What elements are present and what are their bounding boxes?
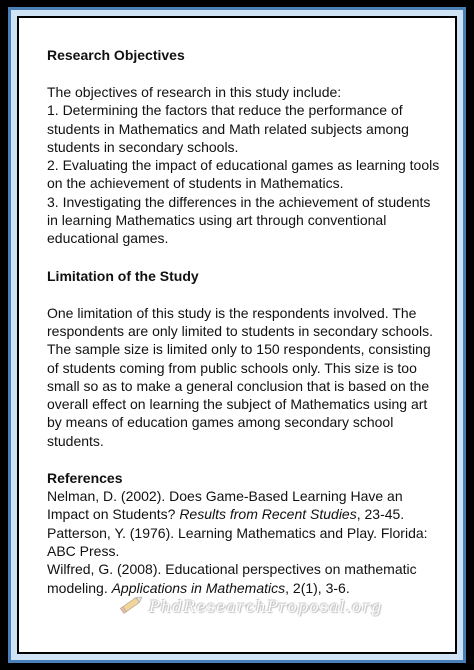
objective-item: 1. Determining the factors that reduce the performance of students in Mathematics and Math related subjects among students in secondary schools.	[47, 102, 409, 155]
watermark-text: PhdResearchProposal.org	[149, 597, 383, 616]
limitation-title: Limitation of the Study	[47, 267, 199, 284]
references-title: References	[47, 470, 123, 487]
limitation-body: One limitation of this study is the respondents involved. The respondents are only limited to students in secondary schools. The sample size is limited only to 150 respondents, consisting of students coming from public schools only. This size is too small so as to make a general conclusion that is based on the overall effect on learning the subject of Mathematics using art by means of education games among secondary school students.	[47, 304, 433, 449]
document-content	[47, 46, 445, 597]
reference-item: Wilfred, G. (2008). Educational perspectives on mathematic modeling. Applications in Mathematics, 2(1), 3-6.	[47, 561, 417, 596]
objectives-title: Research Objectives	[47, 47, 185, 63]
reference-item: Nelman, D. (2002). Does Game-Based Learning Have an Impact on Students? Results from Recent Studies, 23-45.	[47, 488, 405, 523]
pencil-icon	[119, 593, 145, 620]
objective-item: 2. Evaluating the impact of educational games as learning tools on the achievement of students in Mathematics.	[47, 157, 440, 192]
objective-item: 3. Investigating the differences in the achievement of students in learning Mathematics using art through conventional educational games.	[47, 193, 431, 247]
document-page	[17, 16, 457, 654]
reference-item: Patterson, Y. (1976). Learning Mathematics and Play. Florida: ABC Press.	[47, 524, 428, 559]
page-frame	[8, 7, 466, 663]
objectives-intro: The objectives of research in this study include:	[47, 84, 342, 100]
watermark	[119, 593, 382, 620]
